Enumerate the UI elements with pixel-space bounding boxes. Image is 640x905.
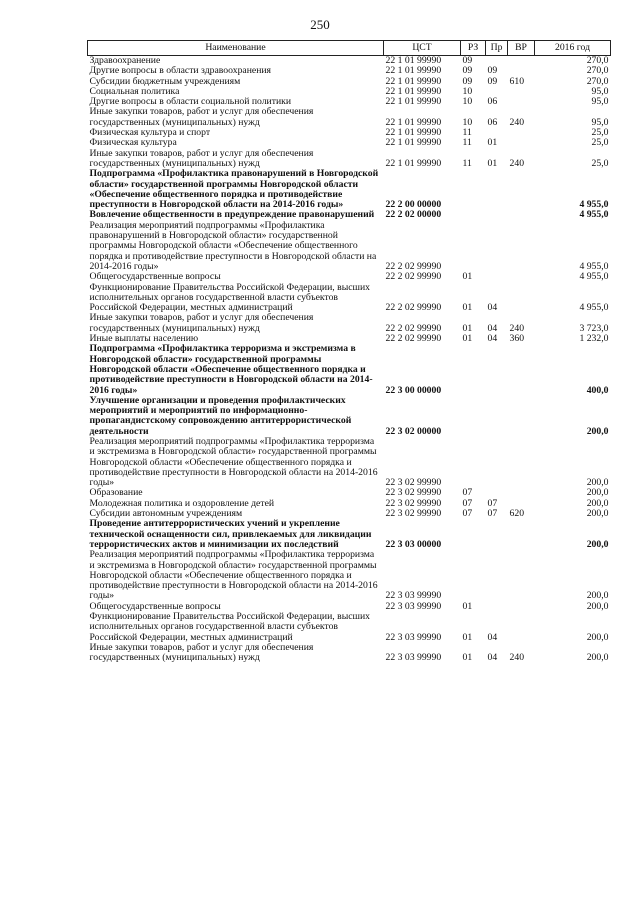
row-cst: 22 3 03 99990: [385, 631, 442, 643]
row-rz: 01: [462, 302, 473, 314]
row-vr: 620: [509, 508, 525, 520]
row-rz: 07: [462, 487, 473, 499]
row-amount: 3 723,0: [579, 322, 609, 334]
row-name: Молодежная политика и оздоровление детей: [89, 497, 275, 509]
row-cst: 22 1 01 99990: [385, 85, 442, 97]
row-pr: [486, 396, 508, 437]
row-rz: [461, 169, 486, 210]
row-rz: 01: [462, 322, 473, 334]
row-cst: 22 3 02 00000: [385, 425, 442, 437]
row-amount: 200,0: [586, 477, 609, 489]
row-amount: 270,0: [586, 65, 609, 77]
table-row: [88, 313, 611, 334]
row-name: Реализация мероприятий подпрограммы «Профилактика терроризма и экстремизма в Новгородской области» государственной программы Новгородской области «Обеспечение общественного порядка и противодействие преступности в Новгородской области на 2014-2016 годы»: [89, 435, 378, 489]
row-rz: [461, 210, 486, 220]
table-row: [88, 550, 611, 601]
row-name: Иные закупки товаров, работ и услуг для обеспечения государственных (муниципальных) нужд: [89, 312, 314, 334]
row-pr: 04: [487, 333, 498, 345]
row-rz: 11: [462, 137, 472, 149]
row-pr: [486, 344, 508, 395]
row-name: Субсидии автономным учреждениям: [89, 508, 243, 520]
row-amount: 200,0: [586, 652, 609, 664]
row-pr: 06: [487, 96, 498, 108]
row-amount: 4 955,0: [579, 199, 609, 211]
row-rz: 01: [462, 271, 473, 283]
row-cst: 22 2 00 00000: [385, 199, 442, 211]
row-cst: 22 3 03 00000: [385, 538, 442, 550]
row-name: Физическая культура и спорт: [89, 127, 211, 139]
row-amount: 25,0: [591, 127, 609, 139]
row-name: Реализация мероприятий подпрограммы «Профилактика терроризма и экстремизма в Новгородской области» государственной программы Новгородской области «Обеспечение общественного порядка и противодействие преступности в Новгородской области на 2014-2016 годы»: [89, 549, 378, 602]
row-cst: 22 2 02 99990: [385, 322, 442, 334]
table-row: [88, 272, 611, 282]
row-pr: 06: [487, 116, 498, 128]
row-name: Функционирование Правительства Российской Федерации, высших исполнительных органов государственной власти субъектов Российской Федерации, местных администраций: [89, 611, 371, 643]
row-vr: [508, 550, 535, 601]
row-pr: 07: [487, 497, 498, 509]
row-amount: 95,0: [591, 116, 609, 128]
row-amount: 400,0: [586, 384, 609, 396]
row-amount: 25,0: [591, 137, 609, 149]
header-vr: ВР: [508, 41, 535, 56]
row-pr: [486, 550, 508, 601]
row-vr: 240: [509, 322, 525, 334]
row-amount: 200,0: [586, 425, 609, 437]
row-rz: 07: [462, 508, 473, 520]
row-vr: 360: [509, 333, 525, 345]
row-cst: 22 1 01 99990: [385, 157, 442, 169]
row-pr: [486, 221, 508, 272]
row-rz: 09: [462, 55, 473, 66]
row-pr: [486, 272, 508, 282]
row-cst: 22 3 02 99990: [385, 487, 442, 499]
row-name: Иные закупки товаров, работ и услуг для обеспечения государственных (муниципальных) нужд: [89, 106, 314, 128]
row-name: Физическая культура: [89, 137, 177, 149]
row-pr: 09: [487, 65, 498, 77]
row-rz: 01: [462, 600, 473, 612]
row-amount: 200,0: [586, 631, 609, 643]
row-cst: 22 3 00 00000: [385, 384, 442, 396]
row-cst: 22 1 01 99990: [385, 116, 442, 128]
row-vr: [508, 221, 535, 272]
row-pr: 01: [487, 137, 498, 149]
row-rz: [461, 519, 486, 550]
row-cst: 22 3 02 99990: [385, 508, 442, 520]
row-name: Здравоохранение: [89, 55, 161, 66]
row-pr: 04: [487, 302, 498, 314]
row-cst: 22 1 01 99990: [385, 55, 442, 66]
row-rz: 11: [462, 157, 472, 169]
row-amount: 270,0: [586, 55, 609, 66]
row-vr: [508, 97, 535, 107]
row-name: Субсидии бюджетным учреждениям: [89, 75, 241, 87]
table-body: [88, 56, 611, 664]
table-row: [88, 169, 611, 210]
row-rz: 01: [462, 333, 473, 345]
row-vr: [508, 519, 535, 550]
row-rz: [461, 221, 486, 272]
row-amount: 200,0: [586, 538, 609, 550]
row-amount: 95,0: [591, 96, 609, 108]
row-pr: [486, 437, 508, 488]
row-vr: [508, 169, 535, 210]
row-pr: [486, 602, 508, 612]
row-pr: 04: [487, 652, 498, 664]
row-cst: 22 3 02 99990: [385, 497, 442, 509]
row-cst: 22 1 01 99990: [385, 75, 442, 87]
row-cst: 22 1 01 99990: [385, 65, 442, 77]
table-row: [88, 437, 611, 488]
row-cst: 22 1 01 99990: [385, 127, 442, 139]
row-vr: [508, 437, 535, 488]
row-vr: [508, 602, 535, 612]
row-amount: 25,0: [591, 157, 609, 169]
row-rz: 10: [462, 96, 473, 108]
row-rz: [461, 437, 486, 488]
row-amount: 1 232,0: [579, 333, 609, 345]
table-row: [88, 643, 611, 664]
page-number: 250: [310, 17, 330, 32]
table-row: [88, 283, 611, 314]
row-cst: 22 2 02 99990: [385, 302, 442, 314]
row-name: Другие вопросы в области здравоохранения: [89, 65, 272, 77]
row-vr: [508, 87, 535, 97]
table-row: [88, 396, 611, 437]
table-row: [88, 149, 611, 170]
row-vr: [508, 283, 535, 314]
row-cst: 22 3 03 99990: [385, 590, 442, 602]
row-pr: 09: [487, 75, 498, 87]
row-vr: [508, 56, 535, 67]
row-amount: 95,0: [591, 85, 609, 97]
row-name: Образование: [89, 487, 143, 499]
table-row: [88, 107, 611, 128]
table-row: [88, 221, 611, 272]
row-name: Проведение антитеррористических учений и укрепление технической оснащенности сил, привлекаемых для ликвидации террористических актов и минимизации их последствий: [89, 518, 372, 550]
row-rz: [461, 396, 486, 437]
row-vr: [508, 128, 535, 138]
row-rz: 01: [462, 631, 473, 643]
row-cst: 22 3 03 99990: [385, 600, 442, 612]
row-cst: 22 2 02 99990: [385, 333, 442, 345]
row-pr: 04: [487, 631, 498, 643]
row-vr: [508, 488, 535, 498]
row-pr: [486, 519, 508, 550]
row-name: Реализация мероприятий подпрограммы «Профилактика правонарушений в Новгородской области» государственной программы Новгородской области «Обеспечение общественного порядка и противодействие преступности в Новгородской области на 2014-2016 годы»: [89, 219, 377, 272]
row-vr: [508, 344, 535, 395]
table-row: [88, 344, 611, 395]
row-cst: 22 2 02 99990: [385, 260, 442, 272]
row-pr: [486, 169, 508, 210]
row-vr: [508, 138, 535, 148]
row-rz: 10: [462, 116, 473, 128]
row-name: Социальная политика: [89, 85, 180, 97]
row-name: Общегосударственные вопросы: [89, 271, 221, 283]
row-cst: 22 3 03 99990: [385, 652, 442, 664]
row-rz: 10: [462, 85, 473, 97]
header-rz: РЗ: [461, 41, 486, 56]
row-rz: 09: [462, 65, 473, 77]
row-cst: 22 2 02 00000: [385, 209, 442, 221]
row-cst: 22 2 02 99990: [385, 271, 442, 283]
row-name: Функционирование Правительства Российской Федерации, высших исполнительных органов государственной власти субъектов Российской Федерации, местных администраций: [89, 281, 371, 314]
row-pr: 04: [487, 322, 498, 334]
row-vr: [508, 612, 535, 643]
row-amount: 270,0: [586, 75, 609, 87]
row-amount: 4 955,0: [579, 302, 609, 314]
row-vr: 240: [509, 157, 525, 169]
budget-table: [87, 40, 611, 664]
row-name: Улучшение организации и проведения профилактических мероприятий и мероприятий по информационно-пропагандистскому сопровождению антитеррористической деятельности: [89, 394, 352, 437]
row-pr: 01: [487, 157, 498, 169]
header-name: Наименование: [88, 41, 384, 56]
row-amount: 200,0: [586, 600, 609, 612]
row-pr: 07: [487, 508, 498, 520]
header-year: 2016 год: [535, 41, 611, 56]
row-rz: [461, 550, 486, 601]
row-amount: 4 955,0: [579, 271, 609, 283]
row-amount: 200,0: [586, 487, 609, 499]
row-amount: 200,0: [586, 590, 609, 602]
row-cst: 22 3 02 99990: [385, 477, 442, 489]
row-name: Подпрограмма «Профилактика правонарушений в Новгородской области» государственной программы Новгородской области «Обеспечение общественного порядка и противодействие преступности в Новгородской области на 2014-2016 годы»: [89, 168, 379, 211]
row-vr: [508, 210, 535, 220]
row-amount: 4 955,0: [579, 260, 609, 272]
row-name: Иные закупки товаров, работ и услуг для обеспечения государственных (муниципальных) нужд: [89, 147, 314, 169]
header-pr: Пр: [486, 41, 508, 56]
row-cst: 22 1 01 99990: [385, 137, 442, 149]
row-rz: 01: [462, 652, 473, 664]
row-vr: [508, 396, 535, 437]
row-rz: [461, 344, 486, 395]
row-vr: [508, 272, 535, 282]
table-header-row: [88, 41, 611, 56]
row-vr: 610: [509, 75, 525, 87]
row-name: Иные выплаты населению: [89, 333, 199, 345]
row-vr: 240: [509, 652, 525, 664]
row-amount: 200,0: [586, 508, 609, 520]
header-cst: ЦСТ: [384, 41, 461, 56]
row-rz: 07: [462, 497, 473, 509]
table-row: [88, 612, 611, 643]
row-amount: 200,0: [586, 497, 609, 509]
row-pr: [486, 210, 508, 220]
row-vr: 240: [509, 116, 525, 128]
row-amount: 4 955,0: [579, 209, 609, 221]
row-name: Общегосударственные вопросы: [89, 600, 221, 612]
table-row: [88, 519, 611, 550]
row-name: Другие вопросы в области социальной политики: [89, 96, 292, 108]
row-name: Иные закупки товаров, работ и услуг для обеспечения государственных (муниципальных) нужд: [89, 641, 314, 664]
row-rz: 11: [462, 127, 472, 139]
row-rz: 09: [462, 75, 473, 87]
row-cst: 22 1 01 99990: [385, 96, 442, 108]
row-name: Вовлечение общественности в предупреждение правонарушений: [89, 209, 375, 221]
row-name: Подпрограмма «Профилактика терроризма и экстремизма в Новгородской области» государственной программы Новгородской области «Обеспечение общественного порядка и противодействие преступности в Новгородской области на 2014-2016 годы»: [89, 343, 373, 396]
